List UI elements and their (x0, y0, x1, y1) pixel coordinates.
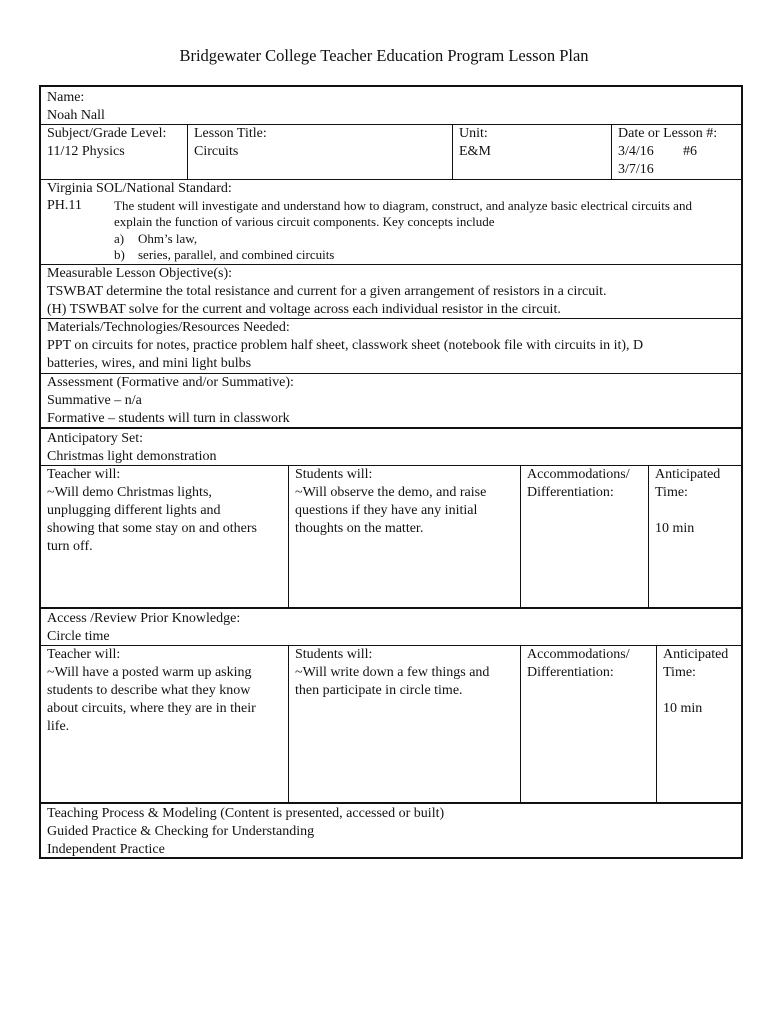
standard-item-a-marker: a) (114, 231, 125, 246)
accommodations-label: Accommodations/ (527, 647, 630, 662)
lesson-plan-table (39, 85, 743, 859)
teacher-line: showing that some stay on and others (47, 521, 257, 536)
lesson-title-value: Circuits (194, 144, 239, 159)
students-will-label: Students will: (295, 467, 373, 482)
standard-code: PH.11 (47, 198, 82, 213)
divider (41, 802, 741, 804)
teacher-line: ~Will have a posted warm up asking (47, 665, 252, 680)
document-title: Bridgewater College Teacher Education Program Lesson Plan (179, 46, 589, 65)
teacher-line: students to describe what they know (47, 683, 251, 698)
assessment-line2: Formative – students will turn in classwork (47, 411, 290, 426)
anticipatory-value: Christmas light demonstration (47, 449, 217, 464)
teacher-line: life. (47, 719, 70, 734)
anticipated-time-label: Anticipated (655, 467, 721, 482)
teacher-line: ~Will demo Christmas lights, (47, 485, 212, 500)
date-value-1: 3/4/16 (618, 144, 654, 159)
students-line: thoughts on the matter. (295, 521, 424, 536)
time-label: Time: (663, 665, 696, 680)
unit-value: E&M (459, 144, 491, 159)
objective-line2: (H) TSWBAT solve for the current and voltage across each individual resistor in the circuit. (47, 302, 561, 317)
accommodations-label: Accommodations/ (527, 467, 630, 482)
students-line: ~Will write down a few things and (295, 665, 490, 680)
objectives-label: Measurable Lesson Objective(s): (47, 266, 233, 281)
prior-knowledge-label: Access /Review Prior Knowledge: (47, 611, 241, 626)
divider (41, 427, 741, 429)
students-will-label: Students will: (295, 647, 373, 662)
differentiation-label: Differentiation: (527, 485, 614, 500)
teacher-line: about circuits, where they are in their (47, 701, 256, 716)
time-value: 10 min (663, 701, 703, 716)
anticipated-time-label: Anticipated (663, 647, 729, 662)
teacher-line: unplugging different lights and (47, 503, 221, 518)
subject-value: 11/12 Physics (47, 144, 125, 159)
lesson-title-label: Lesson Title: (194, 126, 267, 141)
time-label: Time: (655, 485, 688, 500)
teacher-will-label: Teacher will: (47, 647, 121, 662)
date-value-2: 3/7/16 (618, 162, 654, 177)
guided-practice-label: Guided Practice & Checking for Understanding (47, 824, 315, 839)
teaching-process-label: Teaching Process & Modeling (Content is presented, accessed or built) (47, 806, 445, 821)
subject-label: Subject/Grade Level: (47, 126, 167, 141)
objective-line1: TSWBAT determine the total resistance and current for a given arrangement of resistors in a circuit. (47, 284, 607, 299)
standard-item-a: Ohm’s law, (138, 231, 198, 246)
unit-label: Unit: (459, 126, 488, 141)
date-label: Date or Lesson #: (618, 126, 718, 141)
differentiation-label: Differentiation: (527, 665, 614, 680)
name-label: Name: (47, 90, 85, 105)
time-value: 10 min (655, 521, 695, 536)
standard-text-line1: The student will investigate and understand how to diagram, construct, and analyze basic electrical circuits and (114, 198, 692, 213)
students-line: questions if they have any initial (295, 503, 478, 518)
assessment-line1: Summative – n/a (47, 393, 142, 408)
materials-line2: batteries, wires, and mini light bulbs (47, 356, 252, 371)
assessment-label: Assessment (Formative and/or Summative): (47, 375, 294, 390)
students-line: then participate in circle time. (295, 683, 463, 698)
divider (41, 645, 741, 646)
materials-line1: PPT on circuits for notes, practice problem half sheet, classwork sheet (notebook file with circuits in it), D (47, 338, 644, 353)
divider (41, 607, 741, 609)
prior-knowledge-value: Circle time (47, 629, 110, 644)
teacher-line: turn off. (47, 539, 93, 554)
standard-item-b: series, parallel, and combined circuits (138, 247, 335, 262)
lesson-number: #6 (683, 144, 697, 159)
standard-label: Virginia SOL/National Standard: (47, 181, 232, 196)
standard-text-line2: explain the function of various circuit components. Key concepts include (114, 214, 495, 229)
standard-item-b-marker: b) (114, 247, 125, 262)
anticipatory-label: Anticipatory Set: (47, 431, 144, 446)
independent-practice-label: Independent Practice (47, 842, 165, 857)
divider (41, 465, 741, 466)
materials-label: Materials/Technologies/Resources Needed: (47, 320, 290, 335)
students-line: ~Will observe the demo, and raise (295, 485, 487, 500)
name-value: Noah Nall (47, 108, 105, 123)
teacher-will-label: Teacher will: (47, 467, 121, 482)
